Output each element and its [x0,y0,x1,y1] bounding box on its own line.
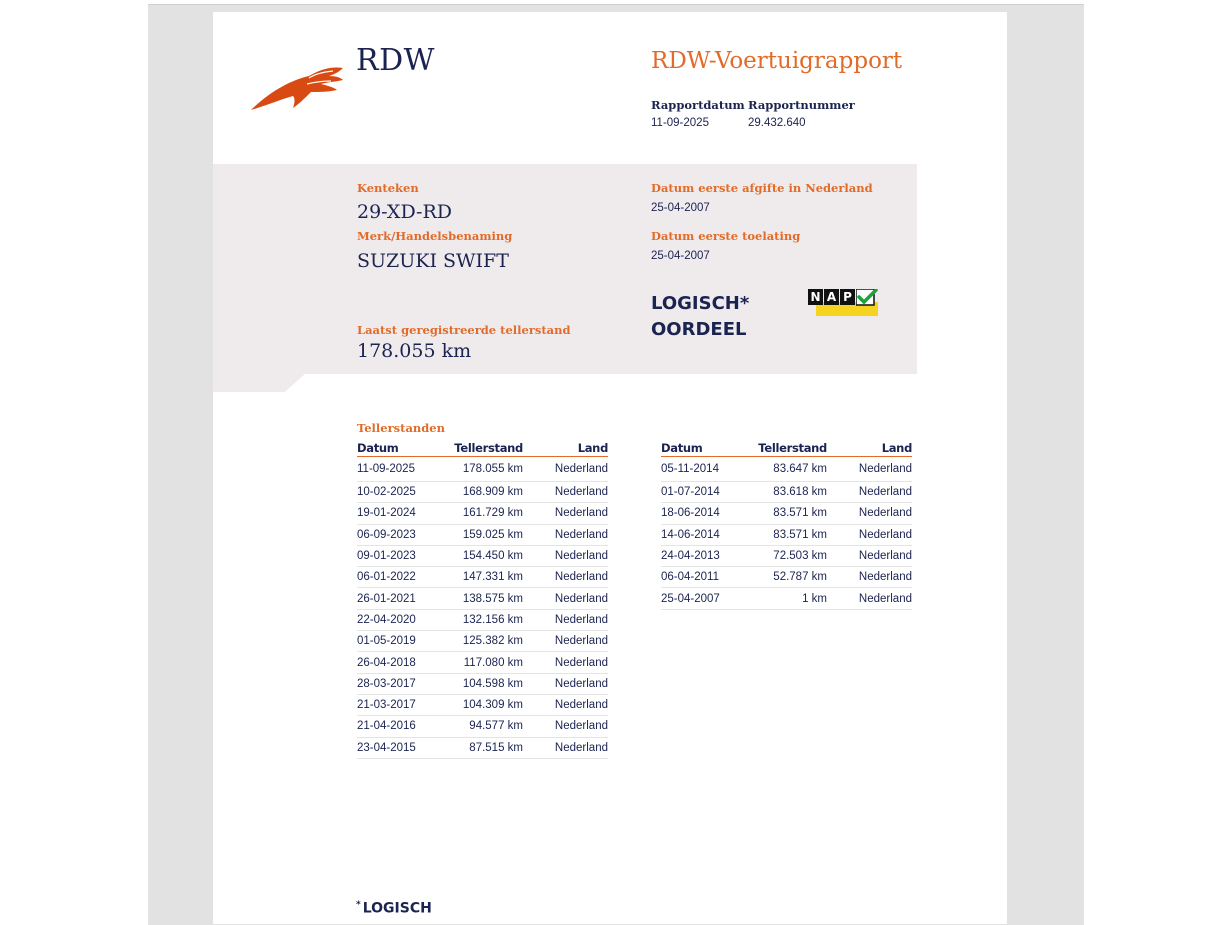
cell-odometer: 117.080 km [447,652,523,673]
report-title: RDW-Voertuigrapport [651,48,903,74]
table-header-row [661,439,912,457]
cell-odometer: 161.729 km [447,503,523,524]
table-row [661,503,912,524]
table-row [357,567,608,588]
nap-check-icon [856,289,878,309]
verdict-text [651,291,749,343]
cell-date: 11-09-2025 [357,457,447,482]
table-row [661,588,912,609]
table-row [661,482,912,503]
verdict-line-2: OORDEEL [651,319,747,340]
cell-date: 01-05-2019 [357,631,447,652]
cell-date: 23-04-2015 [357,737,447,758]
cell-country: Nederland [827,567,912,588]
table-row [357,524,608,545]
nap-badge [808,289,880,317]
cell-date: 01-07-2014 [661,482,751,503]
table-row [357,457,608,482]
report-date-value: 11-09-2025 [651,117,709,129]
odometer-section-title: Tellerstanden [357,421,445,435]
table-row [357,652,608,673]
column-header-country: Land [827,439,912,457]
cell-country: Nederland [523,567,608,588]
nap-letter-a: A [824,289,839,305]
cell-country: Nederland [827,503,912,524]
make-value: SUZUKI SWIFT [357,250,509,272]
cell-date: 14-06-2014 [661,524,751,545]
table-row [661,567,912,588]
footnote-text: LOGISCH [362,900,432,917]
cell-odometer: 178.055 km [447,457,523,482]
cell-country: Nederland [523,588,608,609]
table-header-row [357,439,608,457]
table-row [357,609,608,630]
report-date-label: Rapportdatum [651,98,745,112]
table-row [661,457,912,482]
table-row [357,737,608,758]
column-header-date: Datum [357,439,447,457]
cell-odometer: 159.025 km [447,524,523,545]
cell-odometer: 138.575 km [447,588,523,609]
cell-date: 06-09-2023 [357,524,447,545]
cell-date: 22-04-2020 [357,609,447,630]
cell-date: 25-04-2007 [661,588,751,609]
first-issue-nl-value: 25-04-2007 [651,202,710,214]
cell-country: Nederland [523,737,608,758]
plate-value: 29-XD-RD [357,201,452,223]
plate-label: Kenteken [357,181,419,195]
rdw-logo-icon [249,62,345,114]
cell-country: Nederland [523,694,608,715]
cell-country: Nederland [523,524,608,545]
cell-odometer: 72.503 km [751,545,827,566]
cell-country: Nederland [523,545,608,566]
cell-country: Nederland [523,482,608,503]
table-row [357,716,608,737]
cell-date: 21-04-2016 [357,716,447,737]
cell-country: Nederland [523,716,608,737]
first-issue-nl-label: Datum eerste afgifte in Nederland [651,181,873,195]
odometer-rows-right [661,457,912,610]
last-odometer-label: Laatst geregistreerde tellerstand [357,323,571,337]
table-row [357,545,608,566]
cell-country: Nederland [827,588,912,609]
table-row [661,524,912,545]
cell-odometer: 168.909 km [447,482,523,503]
cell-odometer: 1 km [751,588,827,609]
nap-letter-n: N [808,289,823,305]
cell-date: 19-01-2024 [357,503,447,524]
report-number-value: 29.432.640 [748,117,806,129]
cell-country: Nederland [523,631,608,652]
cell-odometer: 94.577 km [447,716,523,737]
cell-odometer: 83.647 km [751,457,827,482]
footnote [356,900,432,917]
column-header-country: Land [523,439,608,457]
vehicle-summary-panel [213,164,917,374]
cell-odometer: 132.156 km [447,609,523,630]
odometer-table-left [357,439,608,759]
cell-odometer: 83.571 km [751,503,827,524]
cell-date: 06-04-2011 [661,567,751,588]
cell-odometer: 147.331 km [447,567,523,588]
table-row [357,673,608,694]
cell-date: 26-01-2021 [357,588,447,609]
table-row [357,631,608,652]
cell-country: Nederland [827,457,912,482]
cell-country: Nederland [827,524,912,545]
cell-odometer: 154.450 km [447,545,523,566]
table-row [357,694,608,715]
column-header-odometer: Tellerstand [751,439,827,457]
cell-odometer: 104.598 km [447,673,523,694]
cell-date: 10-02-2025 [357,482,447,503]
cell-country: Nederland [827,482,912,503]
first-admission-label: Datum eerste toelating [651,229,801,243]
cell-country: Nederland [523,652,608,673]
cell-date: 18-06-2014 [661,503,751,524]
first-admission-value: 25-04-2007 [651,250,710,262]
cell-date: 05-11-2014 [661,457,751,482]
nap-letter-p: P [840,289,855,305]
cell-odometer: 104.309 km [447,694,523,715]
table-row [357,588,608,609]
cell-date: 09-01-2023 [357,545,447,566]
column-header-date: Datum [661,439,751,457]
cell-country: Nederland [523,503,608,524]
cell-country: Nederland [523,609,608,630]
odometer-table-right [661,439,912,610]
table-row [357,503,608,524]
make-label: Merk/Handelsbenaming [357,229,513,243]
cell-date: 21-03-2017 [357,694,447,715]
cell-odometer: 87.515 km [447,737,523,758]
report-page [213,12,1007,924]
cell-odometer: 83.618 km [751,482,827,503]
org-name: RDW [356,43,435,78]
cell-odometer: 125.382 km [447,631,523,652]
verdict-line-1: LOGISCH* [651,293,750,314]
last-odometer-value: 178.055 km [357,340,472,362]
cell-odometer: 52.787 km [751,567,827,588]
cell-country: Nederland [827,545,912,566]
summary-panel-notch [213,374,305,392]
cell-date: 28-03-2017 [357,673,447,694]
column-header-odometer: Tellerstand [447,439,523,457]
table-row [357,482,608,503]
cell-date: 26-04-2018 [357,652,447,673]
odometer-rows-left [357,457,608,759]
cell-odometer: 83.571 km [751,524,827,545]
cell-country: Nederland [523,457,608,482]
footnote-marker: * [356,900,361,910]
cell-date: 06-01-2022 [357,567,447,588]
table-row [661,545,912,566]
cell-country: Nederland [523,673,608,694]
cell-date: 24-04-2013 [661,545,751,566]
report-number-label: Rapportnummer [748,98,855,112]
